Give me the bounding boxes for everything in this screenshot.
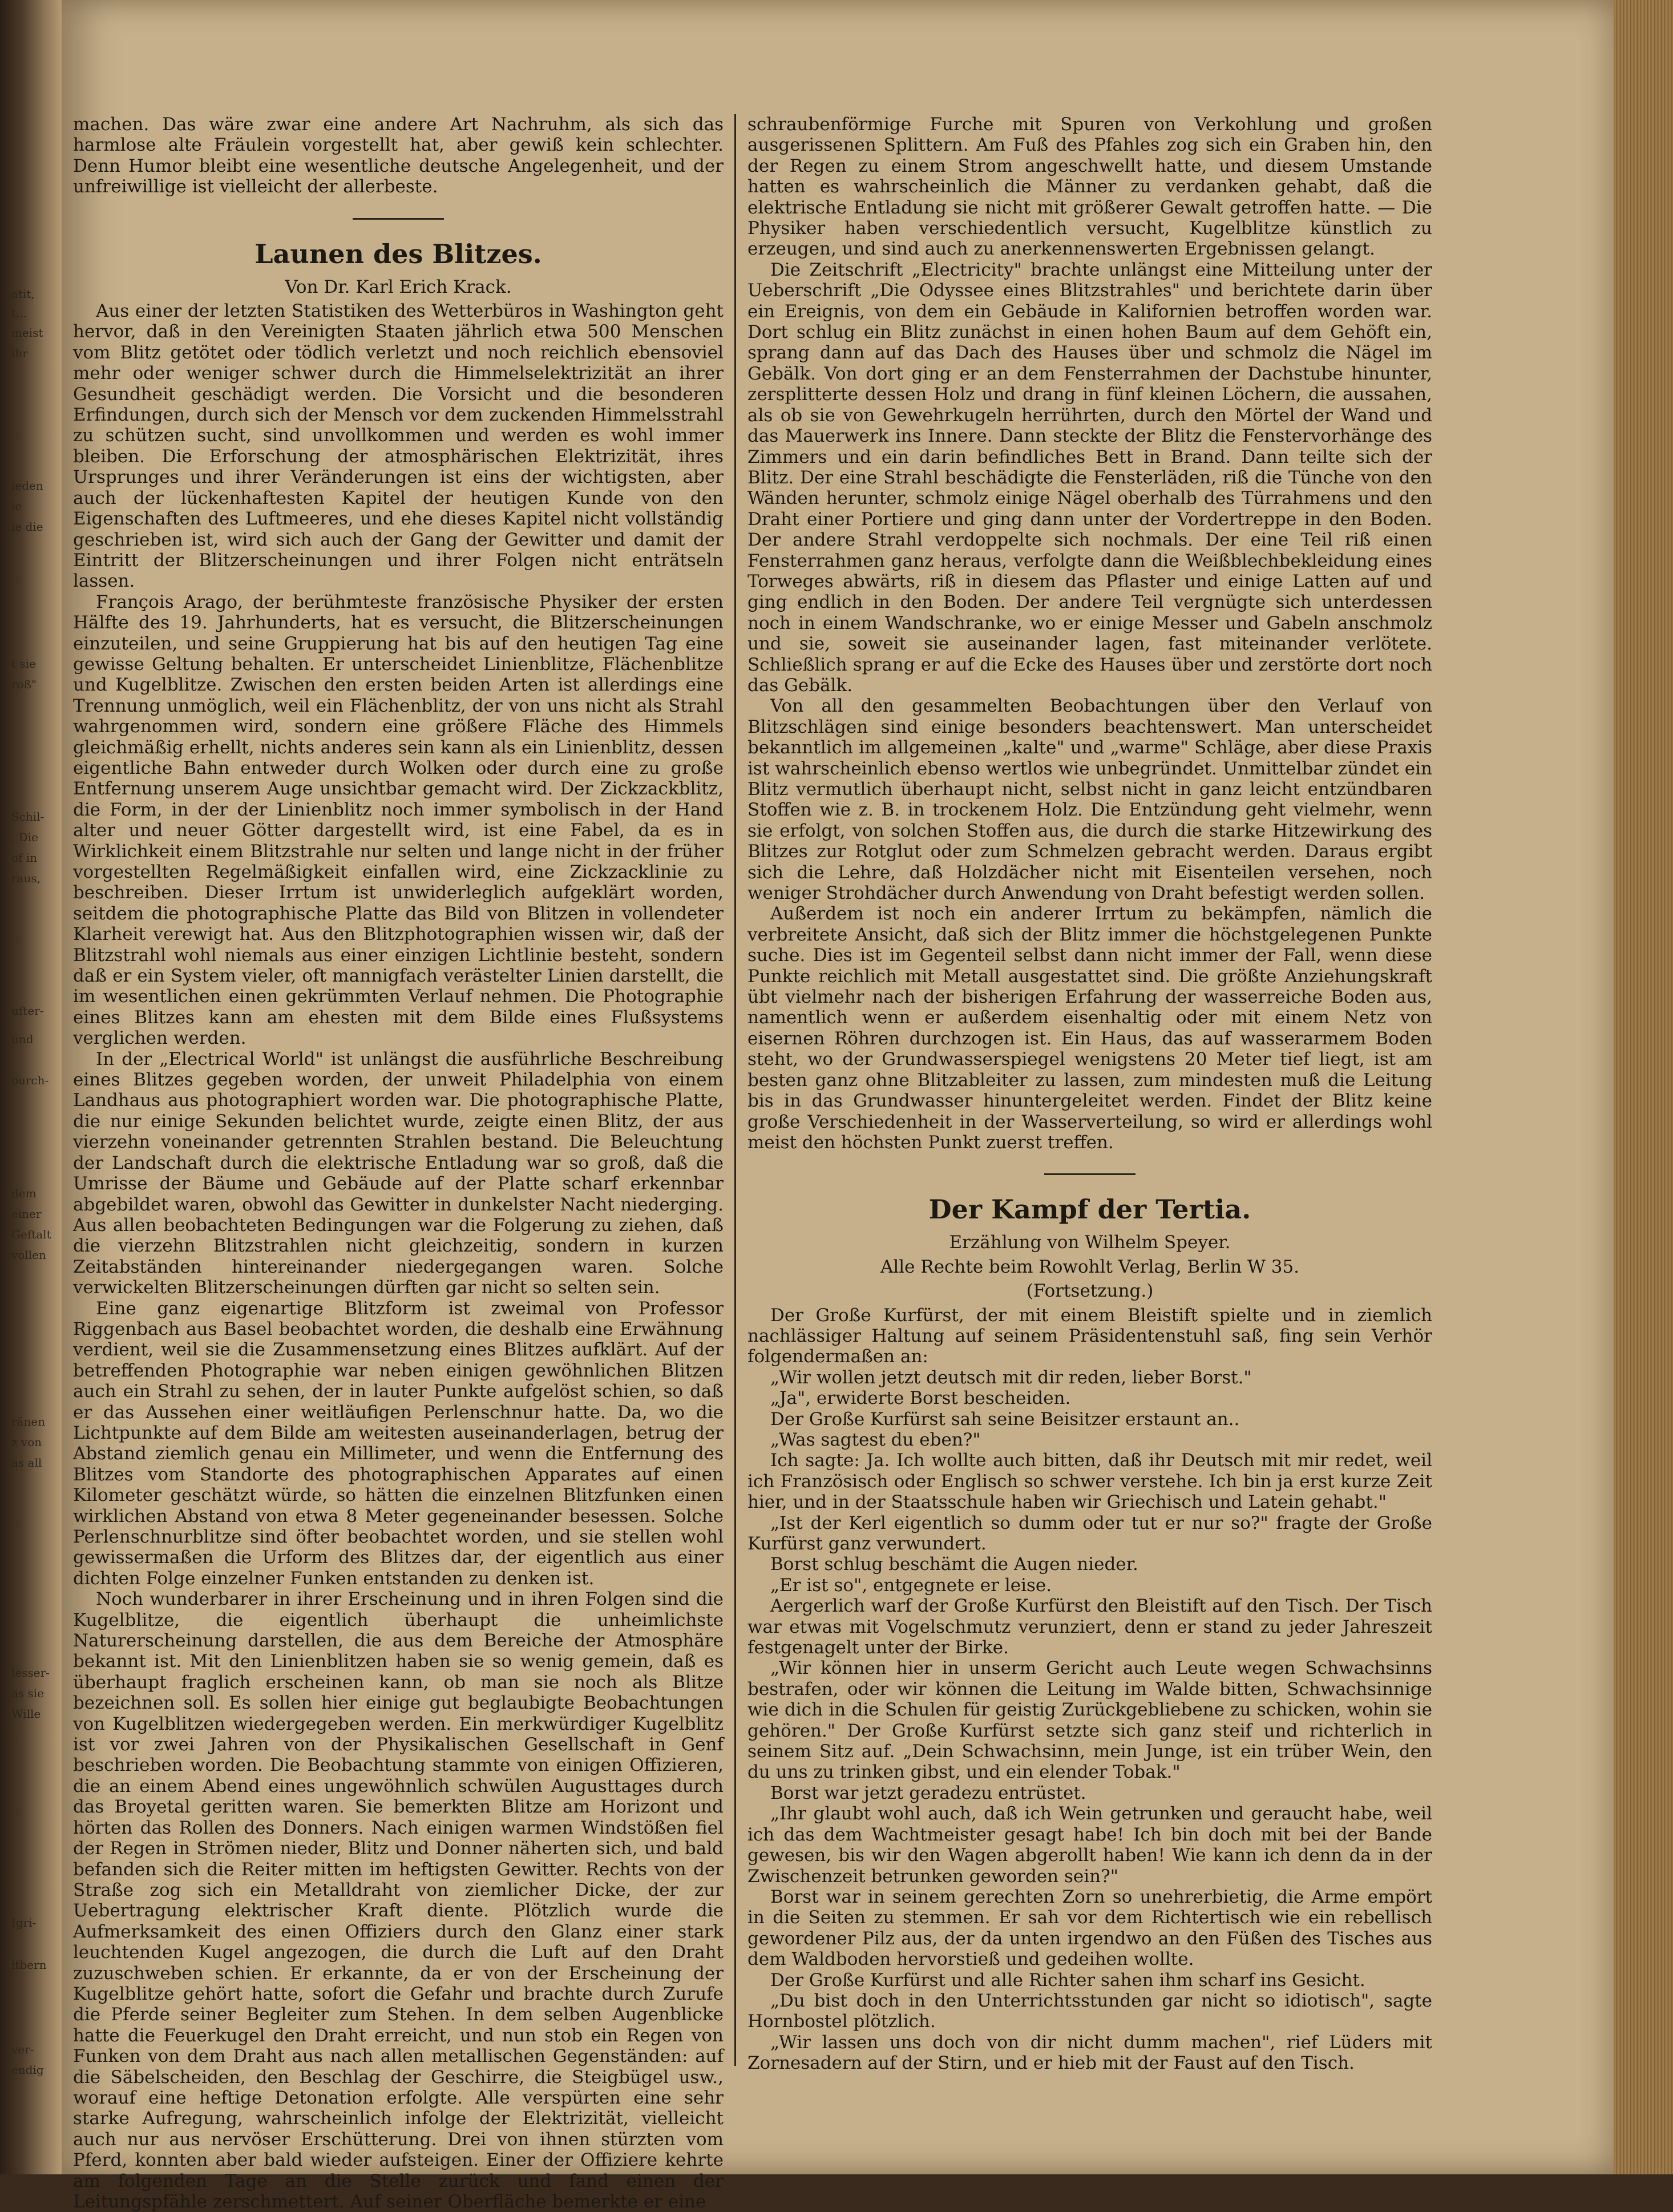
article-paragraph: Aus einer der letzten Statistiken des Wetterbüros in Washington geht hervor, daß in den Vereinigten Staaten jährlich etwa 500 Menschen vom Blitz getötet oder tödlich verletzt und noch reichlich ebensoviel mehr oder weniger schwer durch die Himmelselektrizität an ihrer Gesundheit geschädigt werden. Die Vorsicht und die besonderen Erfindungen, durch sich der Mensch vor dem zuckenden Himmelsstrahl zu schützen sucht, sind unvollkommen und werden es wohl immer bleiben. Die Erforschung der atmosphärischen Elektrizität, ihres Ursprunges und ihrer Veränderungen ist eins der wichtigsten, aber auch der lückenhaftesten Kapitel der heutigen Kunde von den Eigenschaften des Luftmeeres, und ehe dieses Kapitel nicht vollständig geschrieben ist, wird sich auch der Gang der Gewitter und damit der Eintritt der Blitzerscheinungen und ihrer Folgen nicht enträtseln lassen. — [73, 301, 724, 592]
margin-fragment: z von — [11, 1435, 42, 1449]
page-edges — [1614, 0, 1673, 2174]
margin-fragment: endig — [11, 2063, 44, 2077]
article-paragraph: Die Zeitschrift „Electricity" brachte unlängst eine Mitteilung unter der Ueberschrift „Die Odyssee eines Blitzstrahles" und berichtete darin über ein Ereignis, von dem ein Gebäude in Kalifornien betroffen worden war. Dort schlug ein Blitz zunächst in einen hohen Baum auf dem Gehöft ein, sprang dann auf das Dach des Hauses über und schmolz die Nägel im Gebälk. Von dort ging er an dem Fensterrahmen der Dachstube hinunter, zersplitterte dessen Holz und drang in fünf kleinen Löchern, die aussahen, als ob sie von Gewehrkugeln herrührten, durch den Mörtel der Wand und das Mauerwerk ins Innere. Dann steckte der Blitz die Fenstervorhänge des Zimmers und ein darin befindliches Bett in Brand. Dann teilte sich der Blitz. Der eine Strahl beschädigte die Fensterläden, riß die Tünche von den Wänden herunter, schmolz einige Nägel oberhalb des Türrahmens und den Draht einer Portiere und ging dann unter der Vordertreppe in den Boden. Der andere Strahl verdoppelte sich nochmals. Der eine Teil riß einen Fensterrahmen ganz heraus, verfolgte dann die Weißblechbekleidung eines Torweges abwärts, riß in diesem das Pflaster und einige Latten auf und ging endlich in den Boden. Der andere Teil vergnügte sich unterdessen noch in einem Wandschranke, wo er einige Messer und Gabeln anschmolz und sie, soweit sie auseinander lagen, fast miteinander verlötete. Schließlich sprang er auf die Ecke des Hauses über und zerstörte dort noch das Gebälk. — [747, 259, 1432, 696]
article-paragraph: schraubenförmige Furche mit Spuren von Verkohlung und großen ausgerissenen Splittern. Am Fuß des Pfahles zog sich ein Graben hin, den der Regen zu einem Strom angeschwellt hatte, und diesem Umstande hatten es wahrscheinlich die Männer zu verdanken gehabt, daß die elektrische Entladung sie nicht mit größerer Gewalt getroffen hatte. — Die Physiker haben verschiedentlich versucht, Kugelblitze künstlich zu erzeugen, und sind auch zu anerkennenswerten Ergebnissen gelangt. — [747, 114, 1432, 260]
story-paragraph: Borst war jetzt geradezu entrüstet. — [770, 1782, 1086, 1803]
intro-paragraph: machen. Das wäre zwar eine andere Art Nachruhm, als sich das harmlose alte Fräulein vorgestellt hat, aber gewiß kein schlechter. Denn Humor bleibt eine wesentliche deutsche Angelegenheit, und der unfreiwillige ist vielleicht der allerbeste. — [73, 114, 724, 197]
article-paragraph: Noch wunderbarer in ihrer Erscheinung und in ihren Folgen sind die Kugelblitze, die eigentlich überhaupt die unheimlichste Naturerscheinung darstellen, die aus dem Bereiche der Atmosphäre bekannt ist. Mit den Linienblitzen haben sie so wenig gemein, daß es überhaupt fraglich erscheinen kann, ob man sie noch als Blitze bezeichnen soll. Es sollen hier einige gut beglaubigte Beobachtungen von Kugelblitzen wiedergegeben werden. Ein merkwürdiger Kugelblitz ist vor zwei Jahren von der Physikalischen Gesellschaft in Genf beschrieben worden. Die Beobachtung stammte von einigen Offizieren, die an einem Abend eines ungewöhnlich schwülen Augusttages durch das Broyetal geritten waren. Sie bemerkten Blitze am Horizont und hörten das Rollen des Donners. Nach einigen warmen Windstößen fiel der Regen in Strömen nieder, Blitz und Donner näherten sich, und bald befanden sich die Reiter mitten im heftigsten Gewitter. Rechts von der Straße zog sich ein Metalldraht von ziemlicher Dicke, der zur Uebertragung elektrischer Kraft diente. Plötzlich wurde die Aufmerksamkeit des einen Offiziers durch den Glanz einer stark leuchtenden Kugel angezogen, die durch die Luft auf den Draht zuzuschweben schien. Er erkannte, da er von der Erscheinung der Kugelblitze gehört hatte, sofort die Gefahr und brachte durch Zurufe die Pferde seiner Begleiter zum Stehen. In dem selben Augenblicke hatte die Feuerkugel den Draht erreicht, und nun stob ein Regen von Funken von dem Draht aus nach allen metallischen Gegenständen: auf die Säbelscheiden, den Beschlag der Geschirre, die Steigbügel usw., worauf eine heftige Detonation erfolgte. Alle verspürten eine sehr starke Aufregung, wahrscheinlich infolge der Elektrizität, vielleicht auch nur aus nervöser Erschütterung. Drei von ihnen stürzten vom Pferd, konnten aber bald wieder aufsteigen. Einer der Offiziere kehrte am folgenden Tage an die Stelle zurück und fand einen der Leitungspfähle zerschmettert. Auf seiner Oberfläche bemerkte er eine — [73, 1589, 724, 2212]
article-byline: Von Dr. Karl Erich Krack. — [285, 276, 512, 297]
story-paragraph: Borst schlug beschämt die Augen nieder. — [770, 1554, 1138, 1575]
story-paragraph: Der Große Kurfürst sah seine Beisitzer erstaunt an.. — [770, 1408, 1240, 1430]
story-paragraph: „Ja", erwiderte Borst bescheiden. — [770, 1388, 1071, 1409]
story-paragraph: Der Große Kurfürst und alle Richter sahen ihm scharf ins Gesicht. — [770, 1969, 1365, 1991]
article-paragraph: Eine ganz eigenartige Blitzform ist zweimal von Professor Riggenbach aus Basel beobachtet worden, die deshalb eine Erwähnung verdient, weil sie die Zusammensetzung eines Blitzes aufklärt. Auf der betreffenden Photographie war neben einigen gewöhnlichen Blitzen auch ein Strahl zu sehen, der in lauter Punkte aufgelöst schien, so daß er das Aussehen einer weitläufigen Perlenschnur hatte. Da, wo die Lichtpunkte auf dem Bilde am weitesten auseinanderlagen, betrug der Abstand ziemlich genau ein Millimeter, und wenn die Entfernung des Blitzes vom Standorte des photographischen Apparates auf einen Kilometer geschätzt würde, so hätten die einzelnen Blitzfunken einen wirklichen Abstand von etwa 8 Meter gegeneinander besessen. Solche Perlenschnurblitze sind öfter beobachtet worden, und sie stellen wohl gewissermaßen die Urform des Blitzes dar, der eigentlich aus einer dichten Folge einzelner Funken entstanden zu denken ist. — [73, 1298, 724, 1589]
column-divider — [734, 114, 736, 2066]
story-title: Der Kampf der Tertia. — [928, 1194, 1251, 1225]
story-paragraph: „Wir lassen uns doch von dir nicht dumm machen", rief Lüders mit Zornesadern auf der Stirn, und er hieb mit der Faust auf den Tisch. — [747, 2032, 1432, 2074]
margin-fragment: lesser- — [11, 1666, 50, 1680]
margin-fragment: . Die — [11, 830, 38, 844]
story-paragraph: „Ist der Kerl eigentlich so dumm oder tut er nur so?" fragte der Große Kurfürst ganz verwundert. — [747, 1512, 1432, 1554]
margin-fragment: ourch- — [11, 1073, 49, 1087]
margin-fragment: Wille — [11, 1707, 41, 1721]
margin-fragment: itbern — [11, 1958, 47, 1972]
article-title: Launen des Blitzes. — [254, 238, 542, 269]
story-paragraph: „Du bist doch in den Unterrichtsstunden gar nicht so idiotisch", sagte Hornbostel plötzlich. — [747, 1990, 1432, 2032]
margin-fragment: ie — [11, 499, 22, 513]
article-paragraph: François Arago, der berühmteste französische Physiker der ersten Hälfte des 19. Jahrhunderts, hat es versucht, die Blitzerscheinungen einzuteilen, und seine Gruppierung hat bis auf den heutigen Tag eine gewisse Geltung behalten. Er unterscheidet Linienblitze, Flächenblitze und Kugelblitze. Zwischen den ersten beiden Arten ist allerdings eine Trennung unmöglich, weil ein Flächenblitz, der von uns nicht als Strahl wahrgenommen wird, sondern eine größere Fläche des Himmels gleichmäßig erhellt, nichts anderes sein kann als ein Linienblitz, dessen eigentliche Bahn entweder durch Wolken oder durch eine zu große Entfernung unserem Auge unsichtbar gemacht wird. Der Zickzackblitz, die Form, in der der Linienblitz noch immer symbolisch in der Hand alter und neuer Götter dargestellt wird, ist eine Fabel, da es in Wirklichkeit einem Blitzstrahle nur selten und lange nicht in der früher vorgestellten Regelmäßigkeit einfallen wird, eine Zickzacklinie zu beschreiben. Dieser Irrtum ist unwiderleglich aufgeklärt worden, seitdem die photographische Platte das Bild von Blitzen in vollendeter Klarheit verewigt hat. Aus den Blitzphotographien wissen wir, daß der Blitzstrahl wohl niemals aus einer einzigen Lichtlinie besteht, sondern daß er ein System vieler, oft mannigfach verästelter Linien darstellt, die im wesentlichen einen gekrümmten Verlauf nehmen. Die Photographie eines Blitzes kann am ehesten mit dem Bilde eines Flußsystems verglichen werden. — [73, 591, 724, 1049]
article-paragraph: Von all den gesammelten Beobachtungen über den Verlauf von Blitzschlägen sind einige besonders beachtenswert. Man unterscheidet bekanntlich im allgemeinen „kalte" und „warme" Schläge, aber diese Praxis ist wahrscheinlich ebenso wertlos wie unbegründet. Unmittelbar zündet ein Blitz vermutlich überhaupt nicht, selbst nicht in ganz leicht entzündbaren Stoffen wie z. B. in trockenem Holz. Die Entzündung geht vielmehr, wenn sie erfolgt, von solchen Stoffen aus, die durch die starke Hitzewirkung des Blitzes zur Rotglut oder zum Schmelzen gebracht werden. Daraus ergibt sich die Lehre, daß Holzdächer nicht mit Eisenteilen versehen, noch weniger Strohdächer durch Anwendung von Draht befestigt werden sollen. — [747, 696, 1432, 904]
continuation-note: (Fortsetzung.) — [1026, 1281, 1154, 1302]
story-paragraph: Aergerlich warf der Große Kurfürst den Bleistift auf den Tisch. Der Tisch war etwas mit Vogelschmutz verunziert, denn er stand zu jeder Jahreszeit festgenagelt unter der Birke. — [747, 1596, 1432, 1658]
margin-fragment: Igri- — [11, 1916, 37, 1930]
story-paragraph: „Ihr glaubt wohl auch, daß ich Wein getrunken und geraucht habe, weil ich das dem Wachtmeister gesagt habe! Ich bin doch mit bei der Bande gewesen, bis wir den Wagen abgerollt haben! Wie kann ich denn da in der Zwischenzeit betrunken geworden sein?" — [747, 1803, 1432, 1887]
story-paragraph: „Wir können hier in unserm Gericht auch Leute wegen Schwachsinns bestrafen, oder wir können die Leitung im Walde bitten, Schwachsinnige wie dich in die Schulen für geistig Zurückgebliebene zu schicken, wohin sie gehören." Der Große Kurfürst setzte sich ganz steif und richterlich in seinem Sitz auf. „Dein Schwachsinn, mein Junge, ist ein trüber Wein, den du uns zu trinken gibst, und ein elender Tobak." — [747, 1658, 1432, 1783]
margin-fragment: t sie — [11, 657, 36, 671]
story-paragraph: Ich sagte: Ja. Ich wollte auch bitten, daß ihr Deutsch mit mir redet, weil ich Französisch oder Englisch so schwer verstehe. Ich bin ja erst kurze Zeit hier, und in der Staatsschule haben wir Griechisch und Latein gehabt." — [747, 1450, 1432, 1513]
margin-fragment: as all — [11, 1456, 42, 1470]
margin-fragment: meist — [11, 326, 43, 340]
margin-fragment: ieden — [11, 479, 43, 493]
story-paragraph: Borst war in seinem gerechten Zorn so unehrerbietig, die Arme empört in die Seiten zu stemmen. Er sah vor dem Richtertisch wie ein rebellisch gewordener Pilz aus, der da unten irgendwo an den Füßen des Tisches aus dem Waldboden hervorstieß und gedeihen wollte. — [747, 1886, 1432, 1970]
margin-fragment: Schil- — [11, 810, 45, 824]
margin-fragment: ränen — [11, 1415, 46, 1428]
section-divider — [1044, 1173, 1135, 1175]
margin-fragment: ufter- — [11, 1004, 44, 1018]
story-paragraph: „Wir wollen jetzt deutsch mit dir reden, lieber Borst." — [770, 1367, 1252, 1388]
story-paragraph: „Was sagtest du eben?" — [770, 1429, 981, 1450]
margin-fragment: vollen — [11, 1248, 46, 1262]
article-paragraph: Außerdem ist noch ein anderer Irrtum zu bekämpfen, nämlich die verbreitete Ansicht, daß sich der Blitz immer die höchstgelegenen Punkte suche. Dies ist im Gegenteil selbst dann nicht immer der Fall, wenn diese Punkte reichlich mit Metall ausgestattet sind. Die größte Anziehungskraft übt vielmehr nach der bisherigen Erfahrung der wasserreiche Boden aus, namentlich wenn er außerdem eisenhaltig oder mit einem Netz von eisernen Röhren durchzogen ist. Ein Haus, das auf wasserarmem Boden steht, wo der Grundwasserspiegel wenigstens 20 Meter tief liegt, ist am besten ganz ohne Blitzableiter zu lassen, zum mindesten muß die Leitung bis in das Grundwasser hinuntergeleitet werden. Findet der Blitz keine große Verschiedenheit in der Wasserverteilung, so wird er allerdings wohl meist den höchsten Punkt zuerst treffen. — [747, 903, 1432, 1153]
margin-fragment: einer — [11, 1207, 42, 1221]
margin-fragment: ie die — [11, 520, 43, 534]
margin-fragment: dem — [11, 1186, 37, 1200]
margin-fragment: Geftalt — [11, 1228, 51, 1241]
article-paragraph: In der „Electrical World" ist unlängst die ausführliche Beschreibung eines Blitzes gegeben worden, der unweit Philadelphia von einem Landhaus aus photographiert worden war. Die photographische Platte, die nur einige Sekunden belichtet wurde, zeigte einen Blitz, der aus vierzehn voneinander getrennten Strahlen bestand. Die Beleuchtung der Landschaft durch die elektrische Entladung war so groß, daß die Umrisse der Bäume und Gebäude auf der Platte scharf erkennbar abgebildet waren, obwohl das Gewitter in dunkelster Nacht niederging. Aus allen beobachteten Bedingungen war die Folgerung zu ziehen, daß die vierzehn Blitzstrahlen nicht gleichzeitig, sondern in kurzen Zeitabständen hintereinander niedergegangen waren. Solche verwickelten Blitzerscheinungen dürften gar nicht so selten sein. — [73, 1048, 724, 1298]
story-byline: Erzählung von Wilhelm Speyer. — [949, 1232, 1231, 1253]
margin-fragment: t... — [11, 306, 27, 320]
margin-fragment: und — [11, 1032, 34, 1046]
margin-fragment: as sie — [11, 1686, 45, 1700]
margin-fragment: of in — [11, 851, 38, 865]
rights-notice: Alle Rechte beim Rowohlt Verlag, Berlin W 35. — [880, 1256, 1300, 1277]
story-paragraph: Der Große Kurfürst, der mit einem Bleistift spielte und in ziemlich nachlässiger Haltung auf seinem Präsidentenstuhl saß, fing sein Verhör folgendermaßen an: — [747, 1305, 1432, 1367]
margin-fragment: roß" — [11, 677, 37, 691]
margin-fragment: atit, — [11, 287, 35, 301]
right-column — [747, 114, 1432, 2074]
left-column — [73, 114, 724, 2212]
story-paragraph: „Er ist so", entgegnete er leise. — [770, 1575, 1052, 1596]
margin-fragment: ihr — [11, 346, 28, 360]
section-divider — [353, 218, 444, 220]
margin-fragment: ver- — [11, 2043, 34, 2056]
margin-fragment: raus, — [11, 871, 41, 885]
